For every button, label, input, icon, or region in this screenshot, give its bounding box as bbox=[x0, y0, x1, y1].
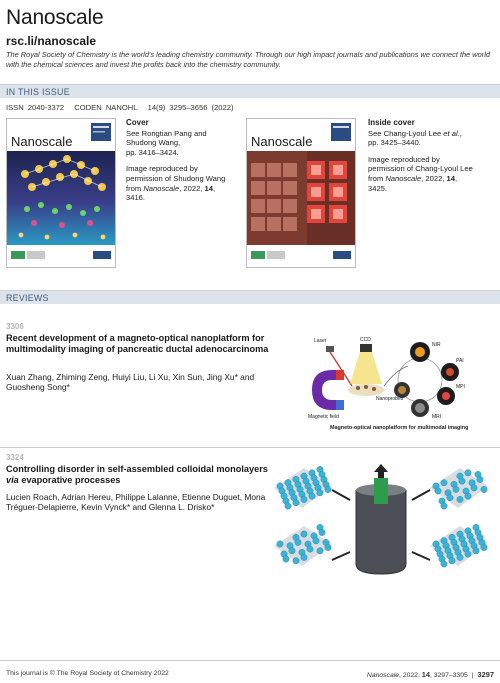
magneto-optical-graphic bbox=[300, 330, 470, 434]
colloid-particle bbox=[325, 544, 331, 550]
footer-rule bbox=[0, 660, 500, 661]
colloid-particle bbox=[289, 548, 295, 554]
inside-cover-logo: Nanoscale bbox=[251, 134, 313, 149]
colloidal-monolayer-graphic bbox=[270, 460, 492, 578]
inside-cover-artwork bbox=[247, 119, 356, 268]
colloid-particle bbox=[447, 495, 453, 501]
colloid-particle bbox=[319, 529, 325, 535]
cover-pages[interactable]: pp. 3416–3424. bbox=[126, 147, 179, 157]
colloid-particle bbox=[457, 554, 463, 560]
colloid-particle bbox=[301, 554, 307, 560]
mri-label: MRI bbox=[432, 414, 442, 420]
band-label: REVIEWS bbox=[6, 293, 49, 303]
article-authors: Lucien Roach, Adrian Hereu, Philippe Lalanne, Etienne Duguet, Mona Tréguer-Delapierre, Kevin Vynck* and Glenna L. Drisko* bbox=[6, 492, 266, 513]
colloid-particle bbox=[277, 541, 283, 547]
colloid-particle bbox=[435, 488, 441, 494]
journal-title: Nanoscale bbox=[6, 6, 104, 29]
colloid-particle bbox=[465, 551, 471, 557]
colloid-particle bbox=[449, 558, 455, 564]
article-authors: Xuan Zhang, Zhiming Zeng, Huiyi Liu, Li Xu, Xin Sun, Jing Xu* and Guosheng Song* bbox=[6, 372, 255, 393]
colloid-particle bbox=[453, 486, 459, 492]
colloid-particle bbox=[283, 556, 289, 562]
cover-image[interactable] bbox=[6, 118, 116, 268]
colloid-particle bbox=[459, 478, 465, 484]
volume-info: 14(9) 3295–3656 (2022) bbox=[147, 103, 234, 112]
magnetic-field-label: Magnetic field bbox=[308, 414, 339, 420]
inside-cover-description bbox=[368, 118, 478, 193]
article-page-number[interactable]: 3324 bbox=[6, 453, 24, 462]
colloid-particle bbox=[293, 558, 299, 564]
colloid-particle bbox=[325, 486, 331, 492]
journal-url[interactable]: rsc.li/nanoscale bbox=[6, 34, 97, 48]
footer-citation: Nanoscale, 2022, 14, 3297–3305 | 3297 bbox=[366, 670, 494, 679]
band-label: IN THIS ISSUE bbox=[6, 87, 70, 97]
colloid-particle bbox=[317, 490, 323, 496]
inside-cover-credit: Image reproduced by permission of Chang-Lyoul Lee from Nanoscale, 2022, 14, 3425. bbox=[368, 154, 473, 193]
colloid-particle bbox=[481, 486, 487, 492]
nanoprobes-label: Nanoprobes bbox=[376, 396, 404, 402]
colloid-particle bbox=[465, 493, 471, 499]
graphic-caption: Magneto-optical nanoplatform for multimodal imaging bbox=[330, 425, 469, 431]
article-title[interactable]: Recent development of a magneto-optical nanoplatform for multimodality imaging of pancreatic ductal adenocarcinoma bbox=[6, 333, 269, 354]
colloid-particle bbox=[441, 503, 447, 509]
in-this-issue-band bbox=[0, 84, 500, 98]
colloid-particle bbox=[301, 496, 307, 502]
cover-credit: Image reproduced by permission of Shudong Wang from Nanoscale, 2022, 14, 3416. bbox=[126, 164, 226, 203]
colloid-particle bbox=[285, 503, 291, 509]
page-number: 3297 bbox=[477, 670, 494, 679]
inside-cover-pages[interactable]: pp. 3425–3440. bbox=[368, 138, 421, 148]
inside-cover-see: See Chang-Lyoul Lee et al., bbox=[368, 128, 462, 138]
mpi-label: MPI bbox=[456, 384, 465, 390]
cover-description bbox=[126, 118, 226, 203]
journal-blurb: The Royal Society of Chemistry is the world's leading chemistry community. Through our high impact journals and publications we connect the world with the chemical sciences and invest the profits back into the chemistry community. bbox=[6, 50, 490, 69]
inside-cover-heading: Inside cover bbox=[368, 118, 415, 127]
colloid-particle bbox=[471, 485, 477, 491]
colloid-particle bbox=[317, 548, 323, 554]
issue-meta bbox=[6, 103, 240, 112]
colloid-particle bbox=[441, 561, 447, 567]
colloid-particle bbox=[441, 480, 447, 486]
cover-logo: Nanoscale bbox=[11, 134, 73, 149]
colloid-particle bbox=[309, 493, 315, 499]
issn: ISSN 2040-3372 bbox=[6, 103, 65, 112]
cover-see: See Rongtian Pang and Shudong Wang, bbox=[126, 128, 207, 148]
colloid-particle bbox=[313, 538, 319, 544]
article-title[interactable]: Controlling disorder in self-assembled colloidal monolayers via evaporative processes bbox=[6, 464, 268, 485]
laser-label: Laser bbox=[314, 338, 327, 344]
colloid-particle bbox=[465, 470, 471, 476]
colloid-particle bbox=[457, 496, 463, 502]
cover-heading: Cover bbox=[126, 118, 149, 127]
pai-label: PAI bbox=[456, 358, 464, 364]
colloid-particle bbox=[473, 548, 479, 554]
article-page-number[interactable]: 3306 bbox=[6, 322, 24, 331]
ccd-label: CCD bbox=[360, 337, 371, 343]
colloid-particle bbox=[295, 539, 301, 545]
reviews-band bbox=[0, 290, 500, 304]
colloid-particle bbox=[307, 546, 313, 552]
colloid-particle bbox=[481, 544, 487, 550]
footer-copyright: This journal is © The Royal Society of Chemistry 2022 bbox=[6, 670, 169, 677]
nir-label: NIR bbox=[432, 342, 441, 348]
colloid-particle bbox=[477, 476, 483, 482]
inside-cover-image[interactable] bbox=[246, 118, 356, 268]
cover-artwork bbox=[7, 119, 116, 268]
coden: CODEN NANOHL bbox=[74, 103, 138, 112]
article-divider bbox=[0, 447, 500, 448]
colloid-particle bbox=[301, 531, 307, 537]
colloid-particle bbox=[293, 500, 299, 506]
